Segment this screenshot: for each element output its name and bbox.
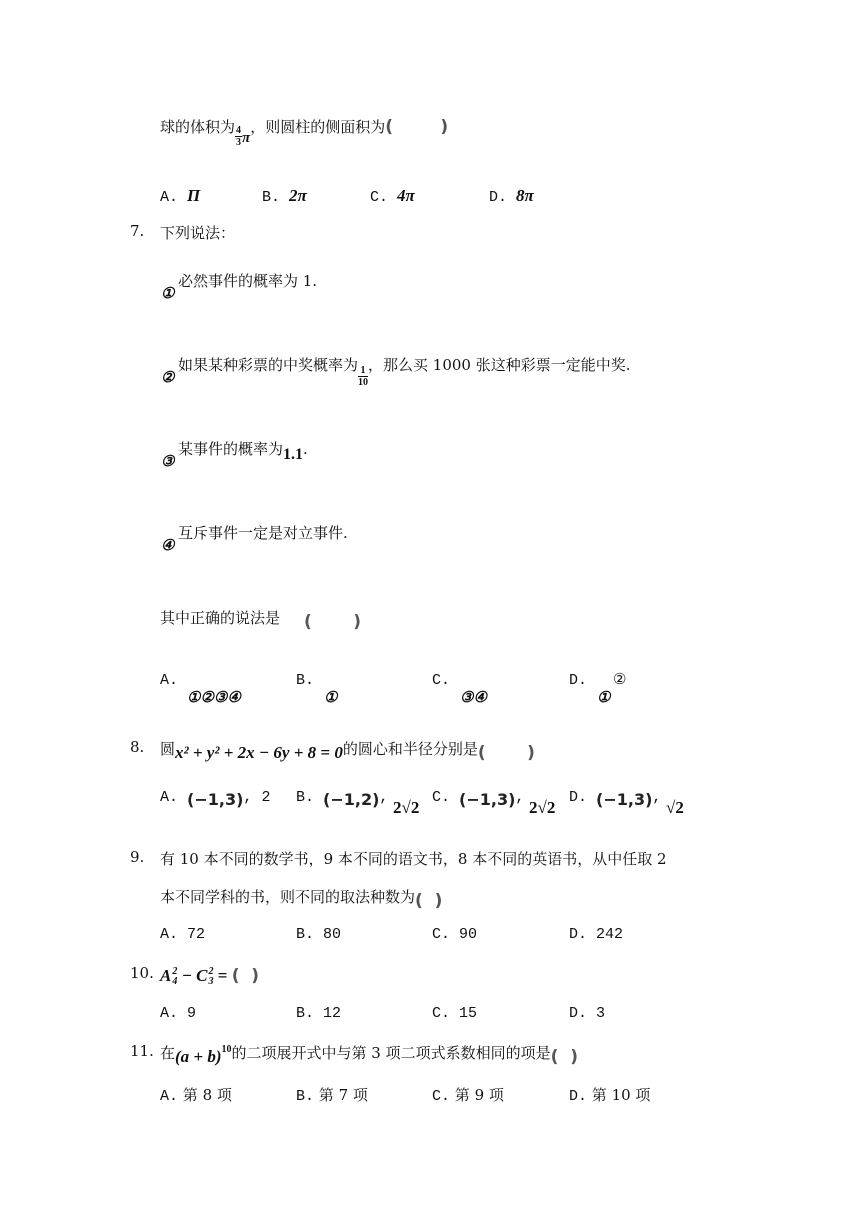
q6-option-b-label: B. [262,189,281,206]
q11-expr: (a + b) [175,1047,222,1066]
q7-option-a-value: ①②③④ [187,690,241,706]
q9-answer-paren: ( ) [415,891,443,911]
q8-option-d-sep: , [652,789,662,806]
q6-answer-paren: ( ) [385,117,449,137]
q7-statement-3-mark: ③ [161,454,175,470]
q6-option-a-label: A. [160,189,179,206]
q10-expr-a-sub: 4 [172,976,178,988]
q10-expr-minus: − [181,966,192,985]
q8-option-d [569,786,662,809]
q8-equation: x² + y² + 2x − 6y + 8 = 0 [175,743,343,762]
q11-option-b-label: B. [296,1088,315,1105]
q8-option-b-center: (−1,2) [323,790,380,809]
q8-option-d-radius: √2 [666,798,684,817]
q6-fraction [235,125,242,148]
q11-answer-paren: ( ) [550,1047,579,1067]
q8-option-b-radius: 2√2 [393,798,420,817]
q6-option-a-value: Π [187,186,201,205]
q6-option-b-value: 2π [289,186,307,205]
q7-statement-2-frac-num: 1 [358,365,368,377]
q8-option-b-sep: , [379,789,389,806]
q10-expr-c: C [196,966,208,985]
q11-option-c [432,1084,504,1105]
q6-option-c-value: 4π [397,186,415,205]
q9-option-d [569,926,623,943]
q7-statement-1-mark: ① [161,286,175,302]
q8-option-b [296,786,389,809]
q7-statement-2-before: 如果某种彩票的中奖概率为 [178,356,359,374]
q7-statement-3-text [178,438,308,463]
q9-option-b [296,926,341,943]
q7-option-a-label: A. [160,672,179,689]
q8-option-d-label: D. [569,789,588,806]
q7-statement-4-mark: ④ [161,538,175,554]
q10-option-d-value: 3 [596,1005,606,1022]
q11-option-b-value: 第 7 项 [318,1086,368,1104]
q7-statement-2-fraction [358,365,368,388]
q10-option-c-value: 15 [459,1005,478,1022]
q7-option-d-sup: ② [613,670,627,688]
q11-option-d-label: D. [569,1088,588,1105]
q7-statement-3-after: . [303,440,308,458]
q7-option-b-label: B. [296,672,315,689]
q11-option-a-value: 第 8 项 [182,1086,232,1104]
q6-frac-sym: π [242,130,251,146]
q10-expr-c-sub: 3 [208,976,214,988]
q11-option-a-label: A. [160,1088,179,1105]
q10-expr-a-sup: 2 [172,966,178,978]
q7-statement-2-after: ，那么买 1000 张这种彩票一定能中奖. [368,356,631,374]
q8-option-a-center: (−1,3) [187,790,244,809]
q9-option-a-value: 72 [187,926,206,943]
q11-stem-after: 的二项展开式中与第 3 项二项式系数相同的项是 [231,1044,551,1062]
q9-option-b-label: B. [296,926,315,943]
q11-option-b [296,1084,368,1105]
q11-option-c-label: C. [432,1088,451,1105]
q9-line1: 有 10 本不同的数学书，9 本不同的语文书，8 本不同的英语书，从中任取 2 [160,850,667,868]
q6-option-a [160,186,200,206]
q9-option-c [432,926,477,943]
q9-option-d-value: 242 [596,926,624,943]
q8-stem-before: 圆 [160,740,176,758]
q10-option-b-value: 12 [323,1005,342,1022]
q11-number: 11. [130,1042,154,1060]
q9-line2-text: 本不同学科的书，则不同的取法种数为 [160,888,416,906]
q10-option-a-value: 9 [187,1005,197,1022]
q9-option-c-value: 90 [459,926,478,943]
q8-option-a-label: A. [160,789,179,806]
q8-option-a-sep: , [243,789,253,806]
q10-answer-paren: ( ) [231,966,260,986]
q6-stem [160,116,449,148]
q8-option-c-center: (−1,3) [459,790,516,809]
q10-expr-eq: = [217,966,228,985]
q9-option-a-label: A. [160,926,179,943]
q7-question [160,607,361,632]
q8-option-a-radius: 2 [261,789,271,806]
q10-number: 10. [130,964,154,982]
q7-option-c-value: ③④ [460,690,487,706]
q11-option-d-value: 第 10 项 [591,1086,651,1104]
q7-statement-4-text: 互斥事件一定是对立事件. [178,524,348,542]
q8-option-a [160,786,271,809]
q9-option-d-label: D. [569,926,588,943]
q11-option-c-value: 第 9 项 [454,1086,504,1104]
q6-stem-part1: 球的体积为 [160,118,236,136]
q8-answer-paren: ( ) [477,743,535,763]
q6-option-d-value: 8π [516,186,534,205]
q9-option-a [160,926,205,943]
q8-stem [160,738,535,763]
q7-number: 7. [130,222,145,240]
q7-option-d-label: D. [569,672,588,689]
q7-statement-2-mark: ② [161,370,175,386]
q6-frac-num: 4 [236,124,242,136]
q10-option-b [296,1005,341,1022]
q10-expression [160,966,259,987]
q10-option-b-label: B. [296,1005,315,1022]
q6-option-c [370,186,415,206]
q8-option-c-label: C. [432,789,451,806]
q7-answer-paren: ( ) [304,612,361,632]
q8-number: 8. [130,738,145,756]
q11-expr-sup: 10 [221,1044,232,1055]
q7-option-d-value: ① [597,690,611,706]
q6-option-d-label: D. [489,189,508,206]
q7-option-c-label: C. [432,672,451,689]
q6-stem-part2: ，则圆柱的侧面积为 [250,118,386,136]
q8-option-b-label: B. [296,789,315,806]
q7-statement-3-before: 某事件的概率为 [178,440,284,458]
q10-expr-a: A [160,966,172,985]
q11-stem [160,1042,579,1067]
q6-frac-den: 3 [236,136,242,148]
q9-option-c-label: C. [432,926,451,943]
q8-option-c [432,786,525,809]
q10-expr-c-sup: 2 [208,966,214,978]
q6-option-b [262,186,307,206]
q11-option-a [160,1084,232,1105]
q6-option-c-label: C. [370,189,389,206]
q7-statement-2-text [178,354,631,388]
q8-stem-after: 的圆心和半径分别是 [342,740,478,758]
q6-option-d [489,186,534,206]
q11-stem-before: 在 [160,1044,176,1062]
q9-line2 [160,886,443,911]
q7-statement-2-frac-den: 10 [358,376,369,388]
q10-option-c-label: C. [432,1005,451,1022]
q7-statement-1-text: 必然事件的概率为 1. [178,272,318,290]
q8-option-c-radius: 2√2 [529,798,556,817]
q10-option-d-label: D. [569,1005,588,1022]
q10-option-a [160,1005,196,1022]
q11-option-d [569,1084,650,1105]
q10-option-d [569,1005,605,1022]
q8-option-d-center: (−1,3) [596,790,653,809]
q10-option-a-label: A. [160,1005,179,1022]
q8-option-c-sep: , [515,789,525,806]
q7-question-text: 其中正确的说法是 [160,609,281,627]
q7-option-b-value: ① [324,690,338,706]
q9-number: 9. [130,848,145,866]
q10-option-c [432,1005,477,1022]
q9-option-b-value: 80 [323,926,342,943]
q7-statement-3-value: 1.1 [283,446,304,463]
q7-stem: 下列说法： [160,224,236,242]
